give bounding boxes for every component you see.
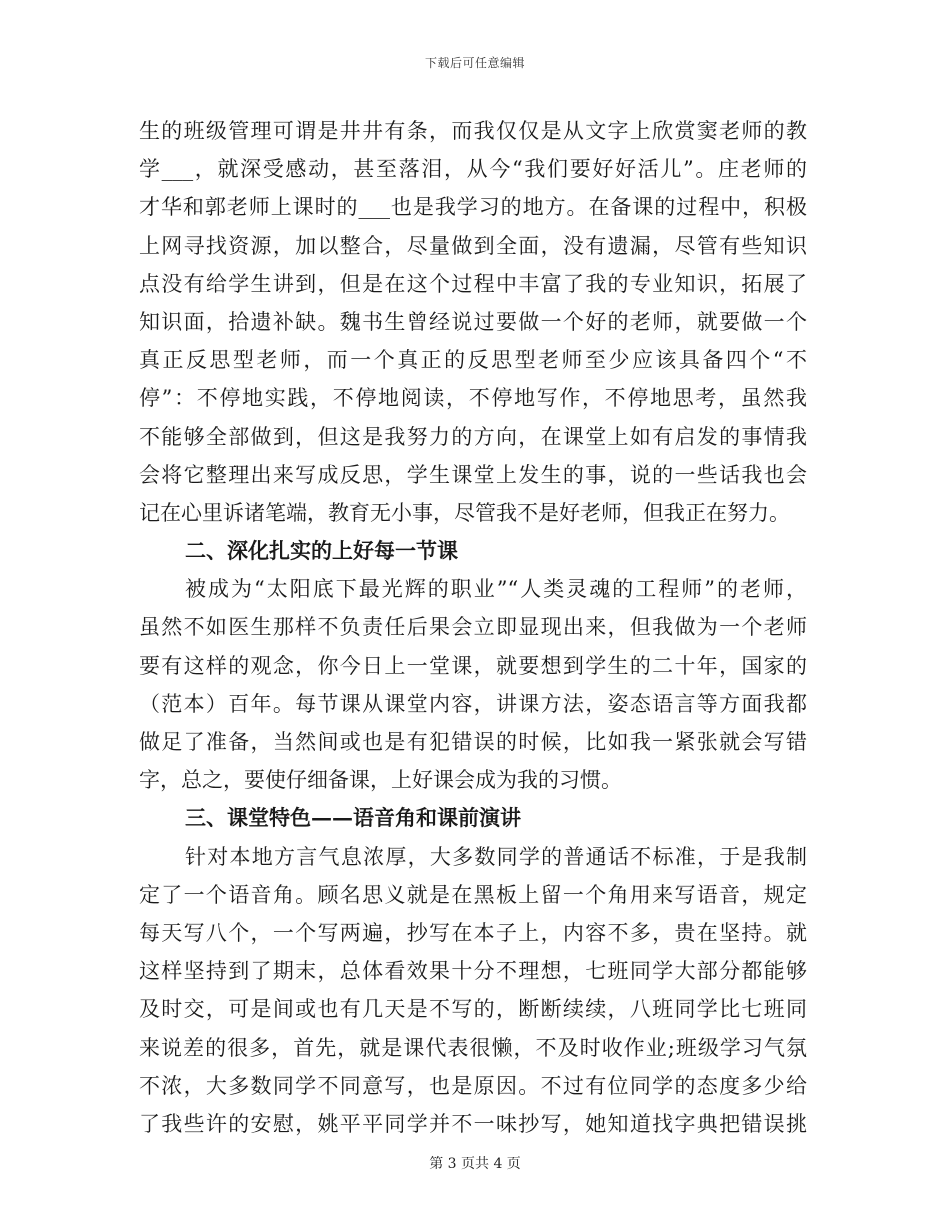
paragraph-line: 定了一个语音角。顾名思义就是在黑板上留一个角用来写语音，规定 [139, 882, 807, 907]
paragraph-line: 点没有给学生讲到，但是在这个过程中丰富了我的专业知识，拓展了 [139, 271, 807, 296]
section-heading: 三、课堂特色——语音角和课前演讲 [185, 805, 521, 831]
paragraph-line: （范本）百年。每节课从课堂内容，讲课方法，姿态语言等方面我都 [139, 691, 807, 716]
paragraph-line: 及时交，可是间或也有几天是不写的，断断续续，八班同学比七班同 [139, 997, 807, 1022]
paragraph-line: 每天写八个，一个写两遍，抄写在本子上，内容不多，贵在坚持。就 [139, 920, 807, 945]
page-number: 第 3 页共 4 页 [429, 1156, 521, 1172]
paragraph-line: 了我些许的安慰，姚平平同学并不一味抄写，她知道找字典把错误挑 [139, 1111, 807, 1136]
paragraph-line: 做足了准备，当然间或也是有犯错误的时候，比如我一紧张就会写错 [139, 730, 807, 754]
paragraph-line: 真正反思型老师，而一个真正的反思型老师至少应该具备四个“不 [139, 348, 807, 373]
section-heading: 二、深化扎实的上好每一节课 [185, 538, 458, 564]
paragraph-line: 记在心里诉诸笔端，教育无小事，尽管我不是好老师，但我正在努力。 [139, 500, 790, 525]
paragraph-line: 来说差的很多，首先，就是课代表很懒，不及时收作业;班级学习气氛 [139, 1035, 807, 1060]
paragraph-line: 会将它整理出来写成反思，学生课堂上发生的事，说的一些话我也会 [139, 462, 807, 487]
document-body [139, 112, 807, 1143]
paragraph-line: 这样坚持到了期末，总体看效果十分不理想，七班同学大部分都能够 [139, 959, 807, 984]
paragraph-line: 虽然不如医生那样不负责任后果会立即显现出来，但我做为一个老师 [139, 615, 807, 640]
paragraph-line: 不能够全部做到，但这是我努力的方向，在课堂上如有启发的事情我 [139, 424, 807, 449]
paragraph-line: 针对本地方言气息浓厚，大多数同学的普通话不标准，于是我制 [185, 844, 807, 869]
paragraph-line: 学___，就深受感动，甚至落泪，从今“我们要好好活儿”。庄老师的 [139, 157, 807, 182]
paragraph-line: 字，总之，要使仔细备课，上好课会成为我的习惯。 [139, 768, 622, 793]
paragraph-line: 停”：不停地实践，不停地阅读，不停地写作，不停地思考，虽然我 [139, 386, 807, 411]
paragraph-line: 才华和郭老师上课时的___也是我学习的地方。在备课的过程中，积极 [139, 195, 807, 220]
paragraph-line: 知识面，拾遗补缺。魏书生曾经说过要做一个好的老师，就要做一个 [139, 309, 807, 334]
paragraph-line: 不浓，大多数同学不同意写，也是原因。不过有位同学的态度多少给 [139, 1073, 807, 1098]
paragraph-line: 生的班级管理可谓是井井有条，而我仅仅是从文字上欣赏窦老师的教 [139, 119, 807, 143]
paragraph-line: 被成为“太阳底下最光辉的职业”“人类灵魂的工程师”的老师， [185, 577, 807, 602]
paragraph-line: 要有这样的观念，你今日上一堂课，就要想到学生的二十年，国家的 [139, 653, 807, 678]
paragraph-line: 上网寻找资源，加以整合，尽量做到全面，没有遗漏，尽管有些知识 [139, 233, 807, 258]
page-header-note: 下载后可任意编辑 [424, 56, 525, 70]
